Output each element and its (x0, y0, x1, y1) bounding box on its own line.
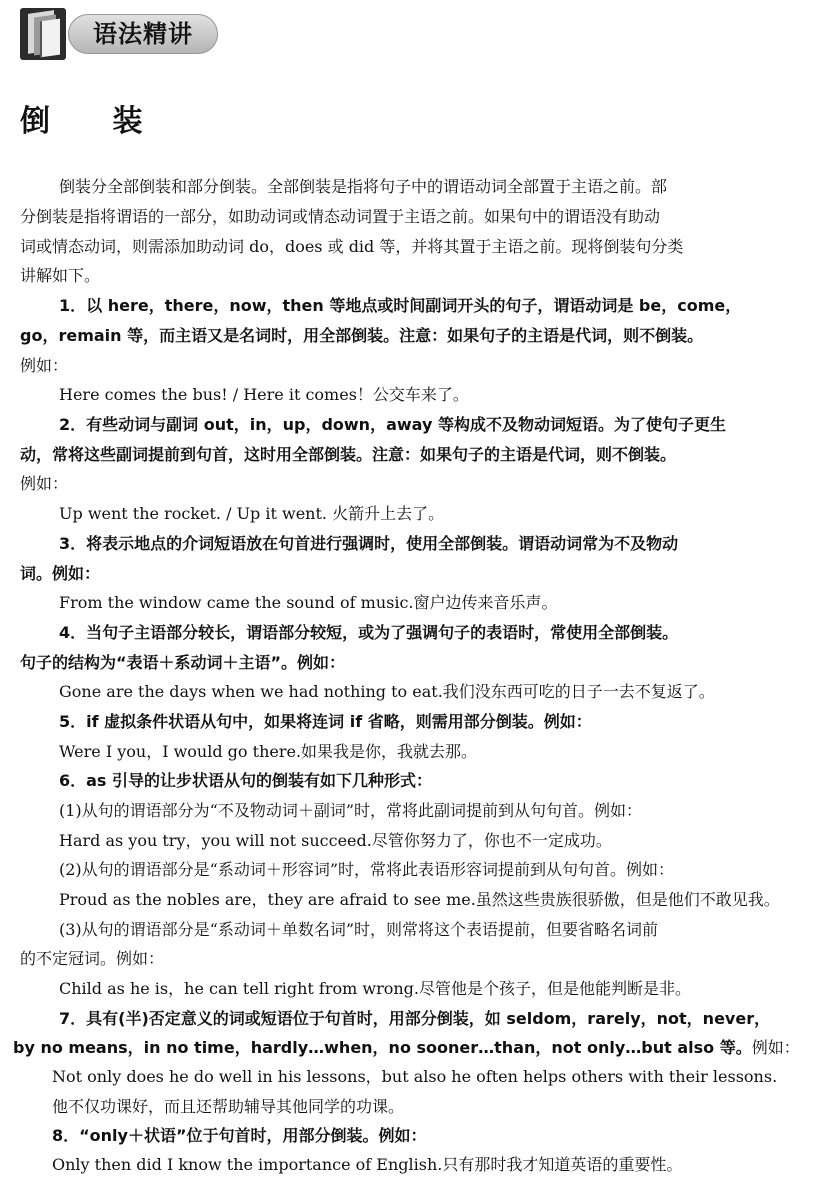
rule-6-line-1: 6．as 引导的让步状语从句的倒装有如下几种形式： (59, 771, 433, 790)
rule-2-example-label: 例如： (20, 474, 69, 493)
rule-7-line-2 (13, 1037, 800, 1059)
rule-6-form-3-example: Child as he is，he can tell right from wrong.尽管他是个孩子，但是他能判断是非。 (59, 979, 692, 998)
rule-4-line-1: 4．当句子主语部分较长，谓语部分较短，或为了强调句子的表语时，常使用全部倒装。 (59, 623, 679, 642)
rule-2-line-2: 动，常将这些副词提前到句首，这时用全部倒装。注意：如果句子的主语是代词，则不倒装。 (20, 445, 677, 464)
rule-6-form-3-line-1: (3)从句的谓语部分是“系动词＋单数名词”时，则常将这个表语提前，但要省略名词前 (59, 920, 659, 939)
rule-4-example: Gone are the days when we had nothing to eat.我们没东西可吃的日子一去不复返了。 (59, 682, 715, 701)
rule-8-line-1: 8．“only＋状语”位于句首时，用部分倒装。例如： (52, 1126, 427, 1145)
intro-line-1: 倒装分全部倒装和部分倒装。全部倒装是指将句子中的谓语动词全部置于主语之前。部 (59, 177, 668, 196)
rule-1-line-2: go，remain 等，而主语又是名词时，用全部倒装。注意：如果句子的主语是代词，则不倒装。 (20, 326, 704, 345)
rule-3-line-1: 3．将表示地点的介词短语放在句首进行强调时，使用全部倒装。谓语动词常为不及物动 (59, 534, 679, 553)
intro-line-3: 词或情态动词，则需添加助动词 do，does 或 did 等，并将其置于主语之前。现将倒装句分类 (20, 237, 684, 256)
rule-4-line-2: 句子的结构为“表语＋系动词＋主语”。例如： (20, 653, 346, 672)
section-badge (68, 14, 218, 54)
rule-7-example: Not only does he do well in his lessons，but also he often helps others with their lessons. (52, 1067, 778, 1086)
rule-1-example: Here comes the bus! / Here it comes！公交车来了。 (59, 385, 469, 404)
page-title: 倒 装 (20, 104, 169, 139)
rule-3-line-2: 词。例如： (20, 564, 101, 583)
rule-2-example: Up went the rocket. / Up it went. 火箭升上去了。 (59, 504, 445, 523)
rule-1-line-1: 1．以 here，there，now，then 等地点或时间副词开头的句子，谓语动词是 be，come， (59, 296, 742, 315)
intro-line-4: 讲解如下。 (20, 266, 101, 285)
rule-6-form-2: (2)从句的谓语部分是“系动词＋形容词”时，常将此表语形容词提前到从句句首。例如： (59, 860, 675, 879)
section-header (20, 8, 220, 62)
rule-6-form-1-example: Hard as you try，you will not succeed.尽管你努力了，你也不一定成功。 (59, 831, 612, 850)
book-icon (20, 8, 66, 60)
rule-7-line-1: 7．具有(半)否定意义的词或短语位于句首时，用部分倒装，如 seldom，rarely，not，never， (59, 1009, 771, 1028)
rule-7-example-translation: 他不仅功课好，而且还帮助辅导其他同学的功课。 (52, 1097, 405, 1116)
rule-6-form-3-line-2: 的不定冠词。例如： (20, 949, 165, 968)
rule-2-line-1: 2．有些动词与副词 out，in，up，down，away 等构成不及物动词短语。为了使句子更生 (59, 415, 726, 434)
rule-3-example: From the window came the sound of music.窗户边传来音乐声。 (59, 593, 558, 612)
rule-5-line-1: 5．if 虚拟条件状语从句中，如果将连词 if 省略，则需用部分倒装。例如： (59, 712, 592, 731)
rule-6-form-1: (1)从句的谓语部分为“不及物动词＋副词”时，常将此副词提前到从句句首。例如： (59, 801, 643, 820)
rule-7-line-2-text: by no means，in no time，hardly…when，no sooner…than，not only…but also 等。 (13, 1038, 752, 1057)
rule-7-example-label: 例如： (751, 1038, 800, 1057)
rule-8-example: Only then did I know the importance of English.只有那时我才知道英语的重要性。 (52, 1155, 683, 1174)
section-badge-label: 语法精讲 (93, 20, 193, 48)
rule-5-example: Were I you，I would go there.如果我是你，我就去那。 (59, 742, 478, 761)
intro-line-2: 分倒装是指将谓语的一部分，如助动词或情态动词置于主语之前。如果句中的谓语没有助动 (20, 207, 661, 226)
rule-1-example-label: 例如： (20, 356, 69, 375)
rule-6-form-2-example: Proud as the nobles are，they are afraid to see me.虽然这些贵族很骄傲，但是他们不敢见我。 (59, 890, 780, 909)
